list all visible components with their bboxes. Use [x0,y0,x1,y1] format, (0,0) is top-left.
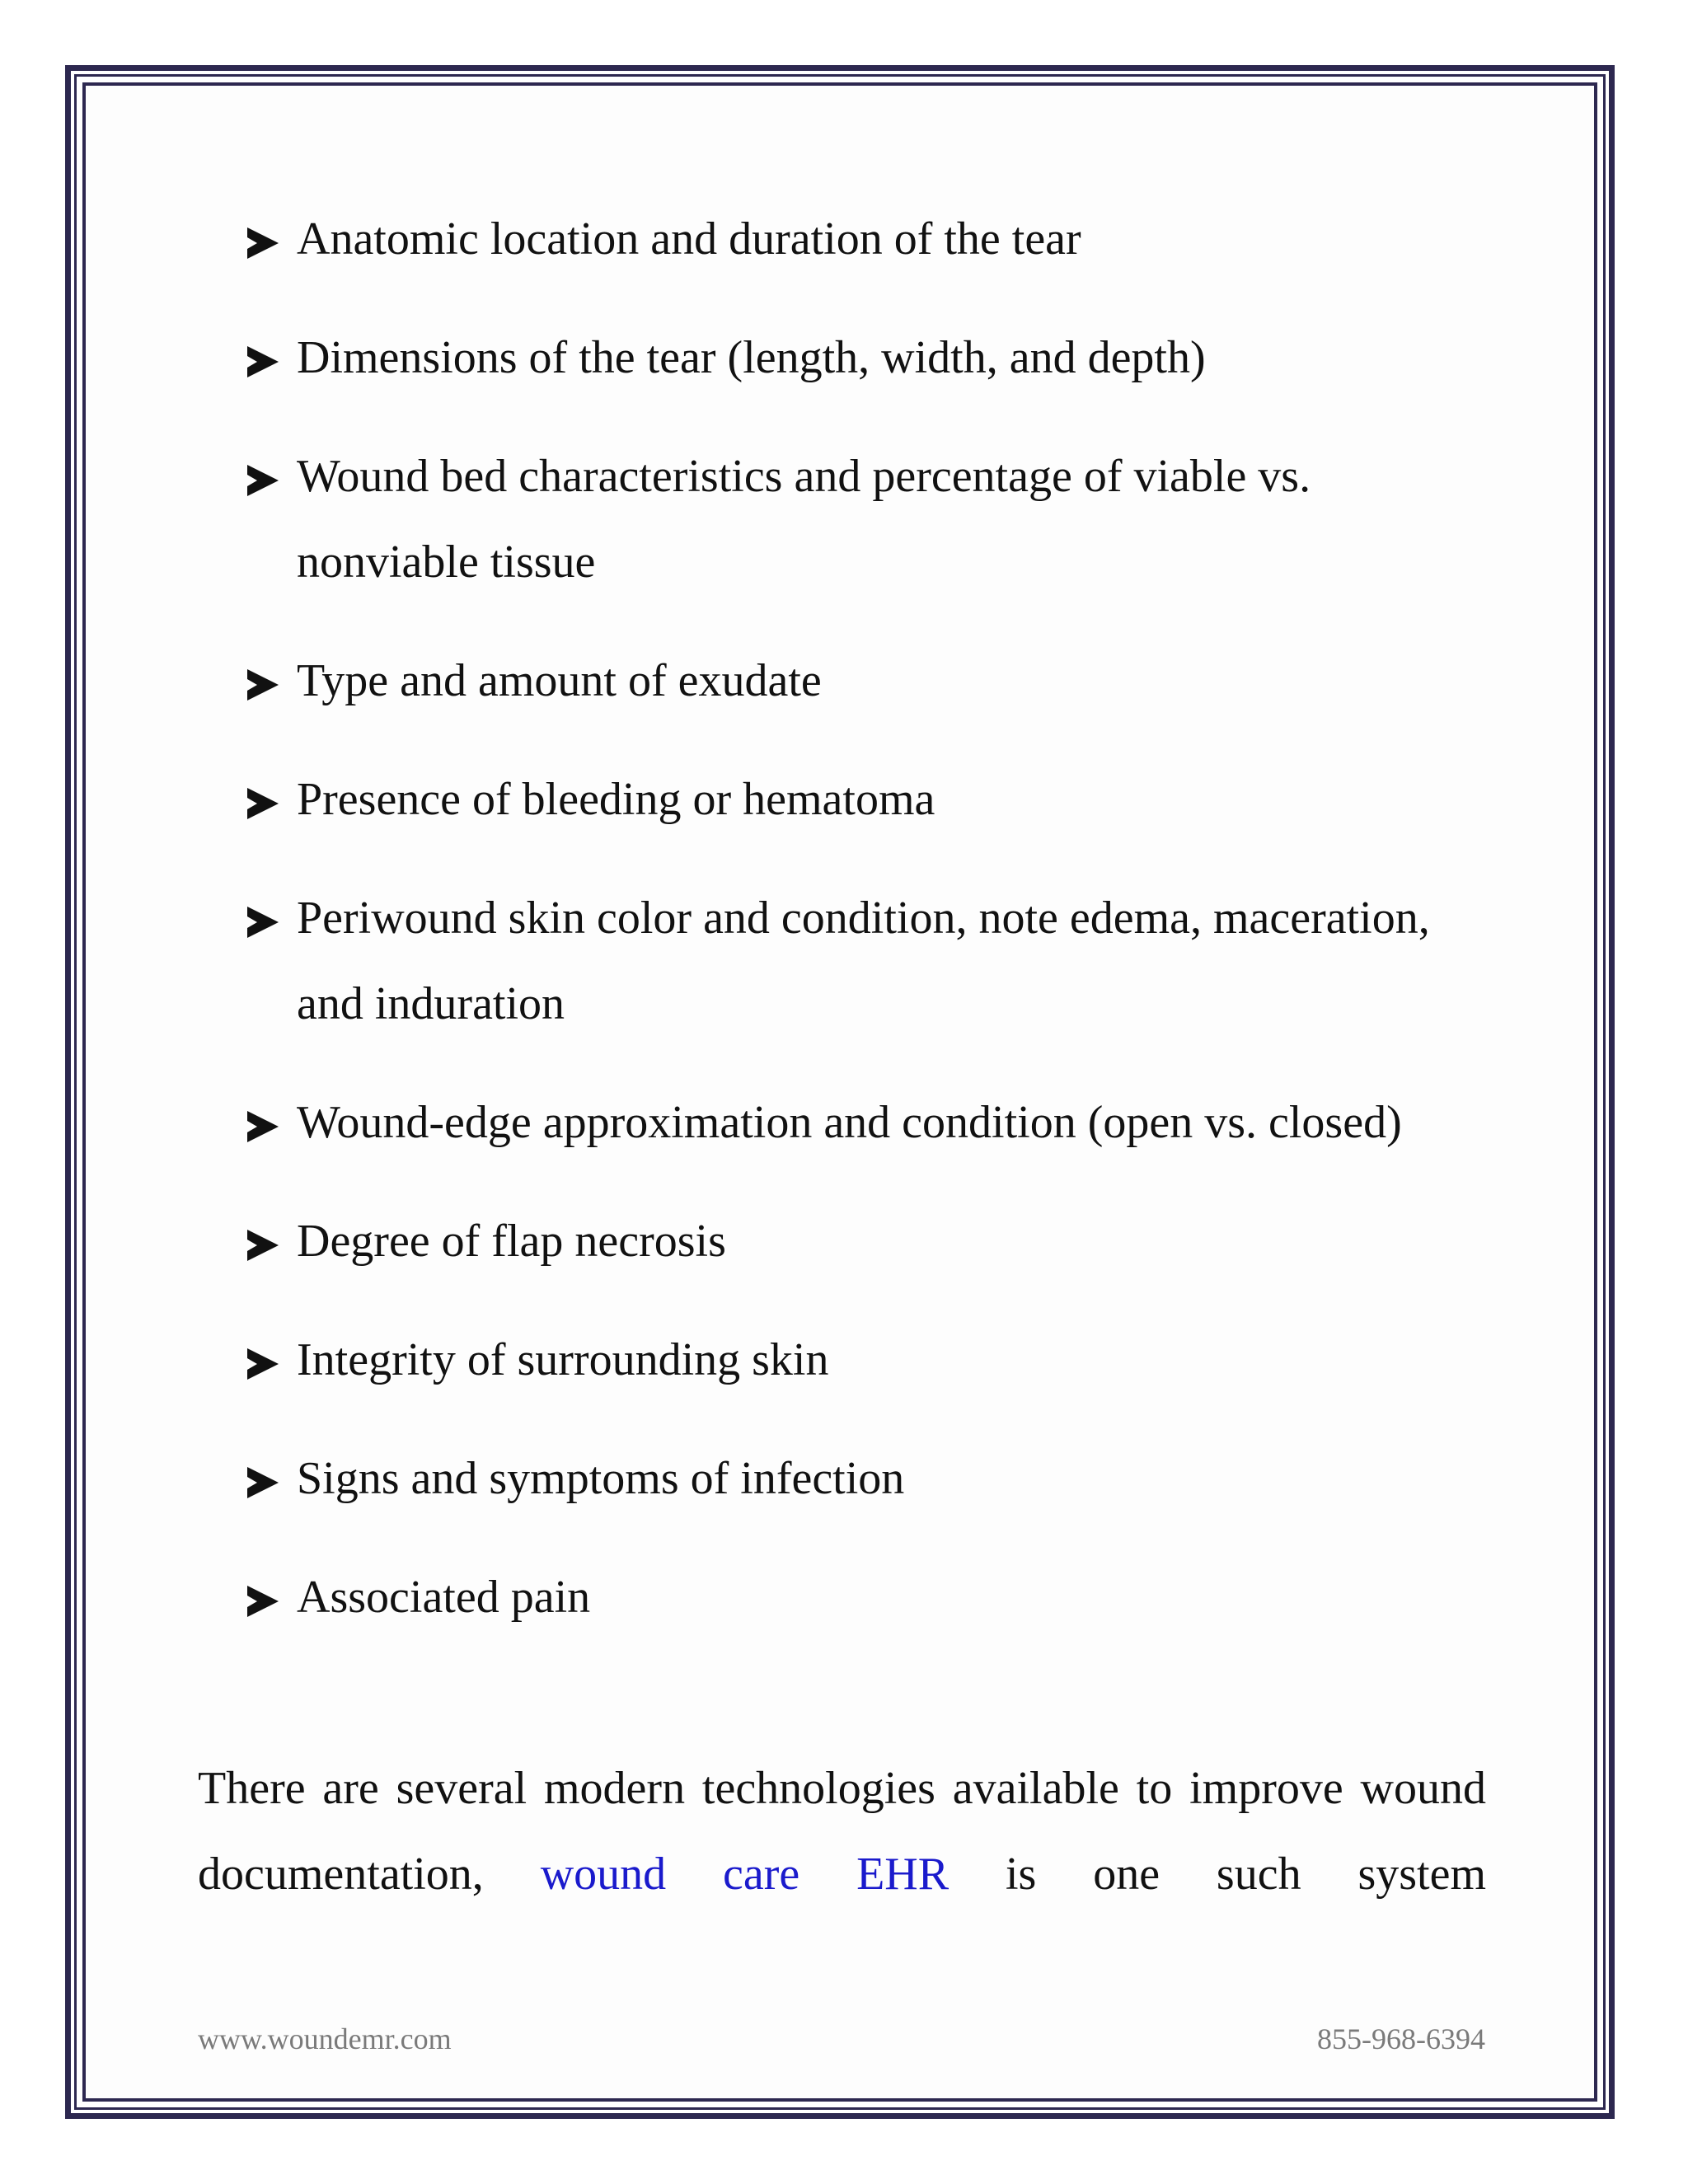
footer-website: www.woundemr.com [198,2022,452,2055]
list-item-text: Wound bed characteristics and percentage of viable vs. nonviable tissue [297,451,1311,588]
assessment-bullet-list [247,196,1484,1673]
list-item-text: Wound-edge approximation and condition (open vs. closed) [297,1097,1402,1148]
arrowhead-bullet-icon [247,669,279,701]
list-item-text: Type and amount of exudate [297,655,822,706]
list-item [247,434,1484,605]
list-item [247,1198,1484,1284]
list-item-text: Signs and symptoms of infection [297,1453,905,1504]
list-item [247,196,1484,282]
list-item [247,638,1484,724]
list-item [247,1317,1484,1403]
list-item [247,757,1484,842]
list-item-text: Anatomic location and duration of the tear [297,213,1081,265]
paragraph-text-before-link: There are several modern technologies available to improve wound documentation, [198,1763,1486,1900]
arrowhead-bullet-icon [247,1111,279,1142]
arrowhead-bullet-icon [247,346,279,377]
list-item-text: Periwound skin color and condition, note edema, maceration, and induration [297,893,1430,1029]
arrowhead-bullet-icon [247,1348,279,1380]
list-item [247,1436,1484,1521]
wound-care-ehr-link[interactable]: wound care EHR [540,1849,950,1900]
list-item-text: Presence of bleeding or hematoma [297,774,935,825]
list-item-text: Degree of flap necrosis [297,1216,726,1267]
footer-phone: 855-968-6394 [1317,2022,1485,2055]
list-item-text: Dimensions of the tear (length, width, and depth) [297,332,1206,383]
arrowhead-bullet-icon [247,465,279,496]
paragraph-text-after-link: is one such system [949,1849,1486,1900]
list-item [247,1080,1484,1165]
arrowhead-bullet-icon [247,1586,279,1617]
list-item-text: Associated pain [297,1572,591,1623]
list-item [247,315,1484,401]
list-item-text: Integrity of surrounding skin [297,1334,829,1385]
arrowhead-bullet-icon [247,907,279,938]
arrowhead-bullet-icon [247,227,279,259]
arrowhead-bullet-icon [247,1230,279,1261]
arrowhead-bullet-icon [247,788,279,819]
list-item [247,875,1484,1047]
list-item [247,1554,1484,1640]
arrowhead-bullet-icon [247,1467,279,1498]
body-paragraph [198,1746,1486,1917]
